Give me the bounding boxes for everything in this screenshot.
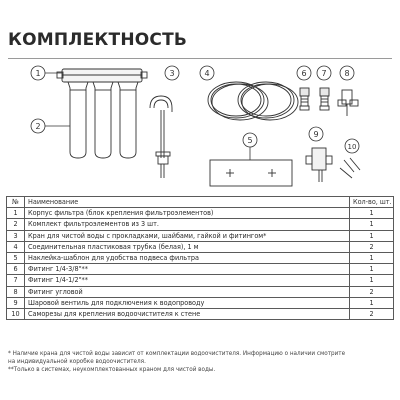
callout-10 <box>345 139 359 153</box>
callout-9 <box>309 127 323 141</box>
row-number: 4 <box>7 241 25 252</box>
row-name: Фитинг 1/4-1/2"** <box>25 275 350 286</box>
row-number: 5 <box>7 252 25 263</box>
callout-8 <box>340 66 354 80</box>
row-qty: 1 <box>350 230 394 241</box>
table-row <box>7 308 394 319</box>
svg-text:3: 3 <box>169 69 175 78</box>
table-row <box>7 252 394 263</box>
table-row <box>7 241 394 252</box>
callout-2 <box>31 119 45 133</box>
row-number: 7 <box>7 275 25 286</box>
footnote-line: * Наличие крана для чистой воды зависит от комплектации водоочистителя. Информацию о наличии смотрите <box>8 350 346 357</box>
contents-table <box>6 196 394 320</box>
header-qty: Кол-во, шт. <box>350 197 394 208</box>
faucet-illustration <box>150 96 172 178</box>
table-row <box>7 286 394 297</box>
svg-text:5: 5 <box>247 136 253 145</box>
template-sticker-illustration <box>210 160 292 186</box>
row-name: Кран для чистой воды с прокладками, шайбами, гайкой и фитингом* <box>25 230 350 241</box>
callout-3 <box>165 66 179 80</box>
ball-valve-illustration <box>306 148 332 182</box>
row-number: 9 <box>7 297 25 308</box>
row-name: Наклейка-шаблон для удобства подвеса фильтра <box>25 252 350 263</box>
row-number: 8 <box>7 286 25 297</box>
svg-text:6: 6 <box>301 69 307 78</box>
row-qty: 2 <box>350 286 394 297</box>
svg-text:2: 2 <box>35 122 41 131</box>
row-number: 10 <box>7 308 25 319</box>
svg-text:9: 9 <box>313 130 319 139</box>
svg-text:10: 10 <box>347 143 357 151</box>
page-title: КОМПЛЕКТНОСТЬ <box>8 30 188 50</box>
row-name: Саморезы для крепления водоочистителя к стене <box>25 308 350 319</box>
row-name: Фитинг 1/4-3/8"** <box>25 264 350 275</box>
table-row <box>7 275 394 286</box>
row-qty: 1 <box>350 275 394 286</box>
svg-text:1: 1 <box>35 69 41 78</box>
angle-fitting-illustration <box>338 90 358 116</box>
table-row <box>7 297 394 308</box>
row-number: 3 <box>7 230 25 241</box>
row-name: Шаровой вентиль для подключения к водопроводу <box>25 297 350 308</box>
row-name: Корпус фильтра (блок крепления фильтроэлементов) <box>25 208 350 219</box>
row-qty: 1 <box>350 297 394 308</box>
svg-text:4: 4 <box>204 69 210 78</box>
footnote-line: **Только в системах, неукомплектованных краном для чистой воды. <box>8 366 216 374</box>
header-name: Наименование <box>25 197 350 208</box>
callout-5 <box>243 133 257 147</box>
title-divider <box>8 58 392 59</box>
components-diagram <box>0 60 400 195</box>
footnotes <box>8 350 393 375</box>
screws-illustration <box>340 158 360 178</box>
row-qty: 1 <box>350 252 394 263</box>
callout-1 <box>31 66 45 80</box>
callout-6 <box>297 66 311 80</box>
fitting-6-illustration <box>300 88 309 110</box>
row-qty: 1 <box>350 264 394 275</box>
row-qty: 1 <box>350 208 394 219</box>
footnote-line: на индивидуальной коробке водоочистителя. <box>8 358 146 366</box>
row-qty: 2 <box>350 241 394 252</box>
row-name: Соединительная пластиковая трубка (белая), 1 м <box>25 241 350 252</box>
tubing-illustration <box>208 82 298 120</box>
row-name: Фитинг угловой <box>25 286 350 297</box>
row-qty: 2 <box>350 308 394 319</box>
row-name: Комплект фильтроэлементов из 3 шт. <box>25 219 350 230</box>
callout-4 <box>200 66 214 80</box>
row-qty: 1 <box>350 219 394 230</box>
table-row <box>7 219 394 230</box>
table-row <box>7 264 394 275</box>
svg-text:7: 7 <box>321 69 327 78</box>
row-number: 6 <box>7 264 25 275</box>
svg-text:8: 8 <box>344 69 350 78</box>
header-number: № <box>7 197 25 208</box>
table-row <box>7 230 394 241</box>
callout-7 <box>317 66 331 80</box>
table-header-row <box>7 197 394 208</box>
row-number: 2 <box>7 219 25 230</box>
filter-housing-illustration <box>57 69 147 158</box>
table-row <box>7 208 394 219</box>
row-number: 1 <box>7 208 25 219</box>
fitting-7-illustration <box>320 88 329 110</box>
